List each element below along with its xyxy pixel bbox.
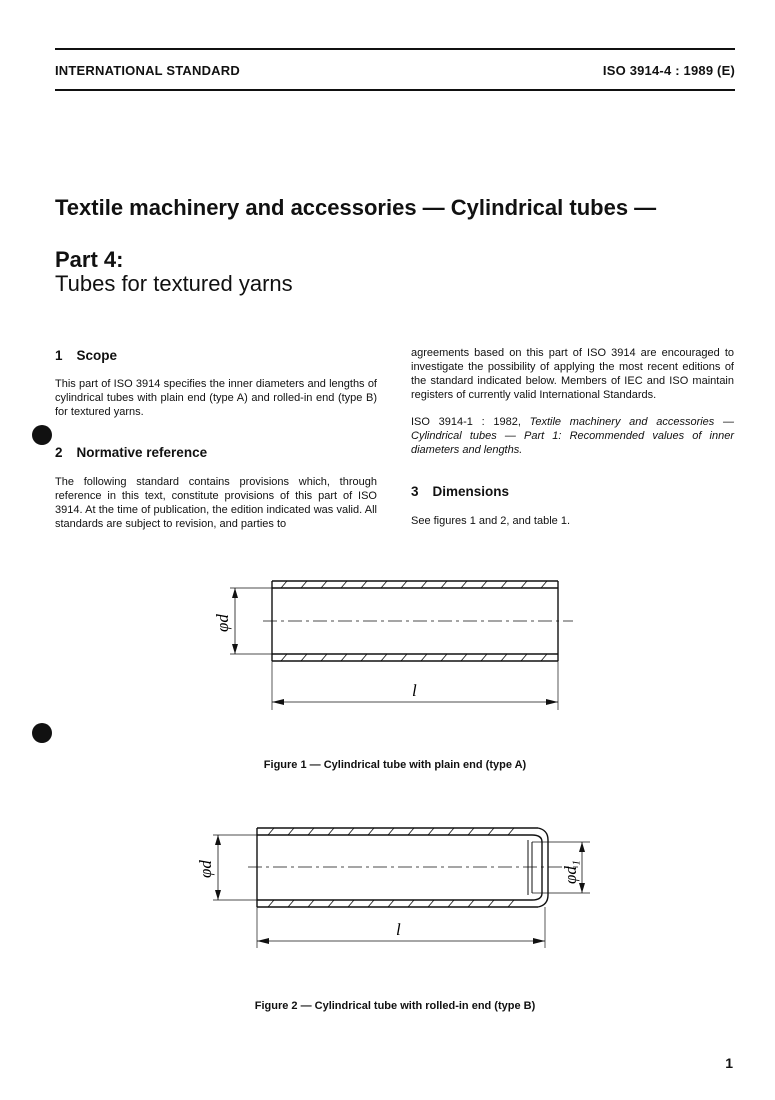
header-bottom-rule [55, 89, 735, 91]
section-scope-text: This part of ISO 3914 specifies the inner diameters and lengths of cylindrical tubes with plain end (type A) and rolled-in end (type B) for textured yarns. [55, 378, 377, 418]
header-standard-number: ISO 3914-4 : 1989 (E) [602, 63, 735, 78]
section-dimensions-heading [411, 484, 509, 499]
section-number: 1 [55, 348, 63, 363]
figure-2-drawing [180, 820, 600, 950]
document-title: Textile machinery and accessories — Cylindrical tubes — [55, 195, 657, 220]
reference-title: Textile machinery and accessories — Cylindrical tubes — Part 1: Recommended values of inner diameters and lengths. [411, 416, 735, 456]
section-scope-heading [55, 348, 117, 363]
section-title: Normative reference [76, 445, 208, 460]
section-title: Scope [76, 348, 118, 363]
part-label: Part 4: [55, 247, 124, 272]
section-normative-text: The following standard contains provisions which, through reference in this text, constitute provisions of this part of ISO 3914. At the time of publication, the edition indicated was valid. All standards are subject to revision, and parties to [55, 476, 377, 530]
section-number: 3 [411, 484, 419, 499]
figure-1-length-label: l [412, 681, 417, 700]
section-number: 2 [55, 445, 63, 460]
figure-2-diameter-label: φd [196, 860, 215, 878]
document-subtitle: Tubes for textured yarns [55, 271, 293, 296]
section-normative-heading [55, 445, 207, 460]
margin-bullet [32, 425, 52, 445]
section-normative-text-continued: agreements based on this part of ISO 3914 are encouraged to investigate the possibility of applying the most recent editions of the standard indicated below. Members of IEC and ISO maintain registers of currently valid International Standards. [411, 347, 734, 401]
figure-2-length-label: l [396, 920, 401, 939]
page-number: 1 [725, 1055, 733, 1071]
header-top-rule [55, 48, 735, 50]
figure-1-caption: Figure 1 — Cylindrical tube with plain end (type A) [263, 759, 527, 771]
figure-2-caption: Figure 2 — Cylindrical tube with rolled-in end (type B) [254, 1000, 536, 1012]
margin-bullet [32, 723, 52, 743]
figure-1-drawing [195, 570, 585, 720]
section-title: Dimensions [432, 484, 510, 499]
figure-1-diameter-label: φd [213, 614, 232, 632]
section-dimensions-text: See figures 1 and 2, and table 1. [411, 515, 571, 527]
normative-reference-entry [411, 415, 734, 457]
reference-id: ISO 3914-1 : 1982, [411, 416, 521, 428]
figure-2-inner-diameter-label: φd₁ [561, 860, 580, 884]
header-standard-type: INTERNATIONAL STANDARD [55, 63, 240, 78]
